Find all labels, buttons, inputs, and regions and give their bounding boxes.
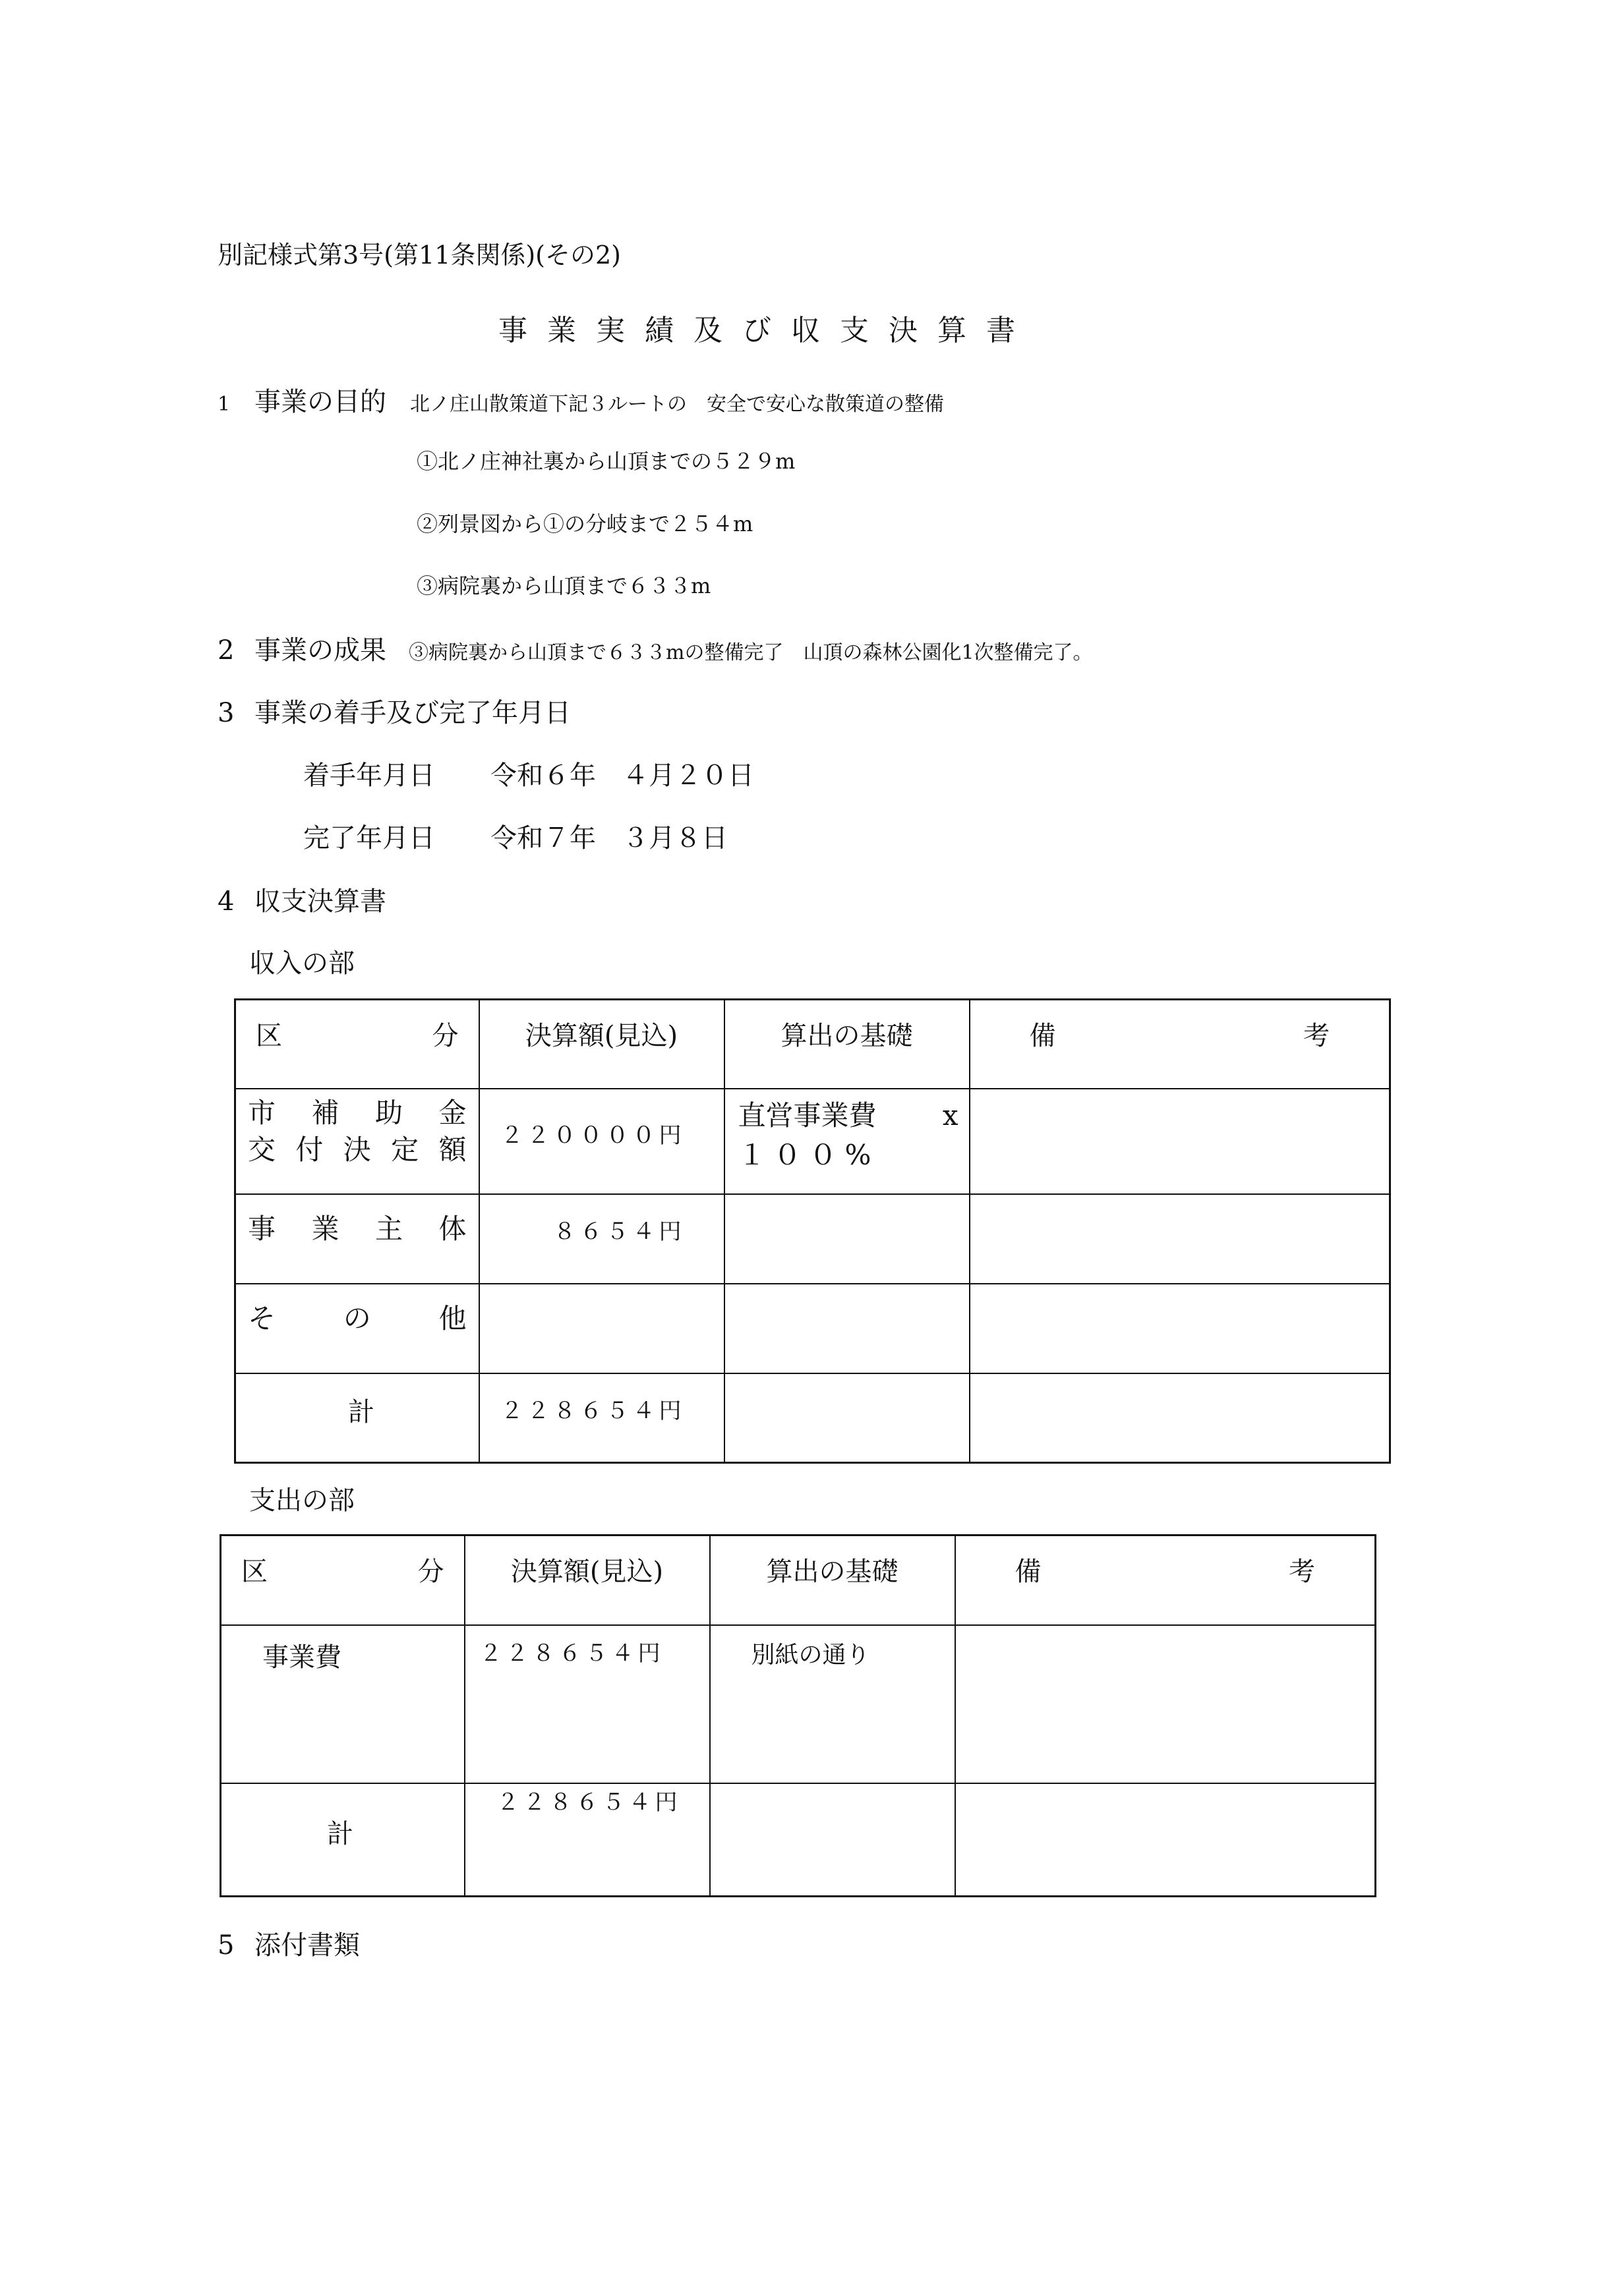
section-1 [218,381,944,418]
remarks-cell [970,1373,1390,1463]
document-title: 事業実績及び収支決算書 [498,314,1035,347]
basis-cell: 直営事業費 x １００% [724,1089,970,1194]
route-item: ③病院裏から山頂まで６３３m [417,573,711,598]
section-3 [218,692,571,730]
category-line: 市 補 助 金 [248,1096,467,1129]
category-cell: 計 [235,1373,479,1463]
amount-cell: ２２８６５４円 [465,1783,710,1897]
header-category: 区 分 [235,1000,479,1089]
table-row [235,1089,1390,1194]
amount-cell: ２２８６５４円 [479,1373,724,1463]
header-category: 区 分 [221,1535,465,1625]
amount-cell: ２２８６５４円 [465,1625,710,1783]
section-1-label: 事業の目的 [254,387,386,417]
expense-table [220,1534,1376,1897]
section-1-number: 1 [218,393,231,416]
header-basis: 算出の基礎 [724,1000,970,1089]
section-2 [218,629,1093,667]
category-cell: 事 業 主 体 [235,1194,479,1284]
basis-cell [724,1373,970,1463]
header-remarks: 備 考 [955,1535,1376,1625]
income-heading: 収入の部 [249,948,355,979]
section-5 [218,1924,360,1962]
section-4-number: 4 [218,886,235,917]
end-date-value: 令和７年 ３月８日 [490,823,728,853]
header-amount: 決算額(見込) [479,1000,724,1089]
section-1-purpose: 北ノ庄山散策道下記３ルートの 安全で安心な散策道の整備 [410,393,944,416]
section-3-label: 事業の着手及び完了年月日 [254,698,571,728]
header-amount: 決算額(見込) [465,1535,710,1625]
remarks-cell [970,1194,1390,1284]
table-row [235,1194,1390,1284]
category-line: 交 付 決 定 額 [248,1133,467,1166]
basis-cell: 別紙の通り [710,1625,955,1783]
expense-header-row [221,1535,1376,1625]
remarks-cell [955,1783,1376,1897]
expense-heading: 支出の部 [249,1485,355,1516]
category-cell: 計 [221,1783,465,1897]
amount-cell: ８６５４円 [479,1194,724,1284]
table-row [235,1284,1390,1373]
start-date-label: 着手年月日 [303,761,435,791]
table-row [221,1625,1376,1783]
section-2-result: ③病院裏から山頂まで６３３mの整備完了 山頂の森林公園化1次整備完了。 [409,641,1093,664]
header-remarks: 備 考 [970,1000,1390,1089]
section-2-label: 事業の成果 [254,635,386,666]
remarks-cell [970,1089,1390,1194]
form-identifier: 別記様式第3号(第11条関係)(その2) [218,241,622,270]
start-date-value: 令和６年 ４月２０日 [490,761,754,791]
end-date-label: 完了年月日 [303,823,435,853]
section-2-number: 2 [218,635,235,666]
section-4 [218,880,386,918]
section-3-number: 3 [218,698,235,728]
table-row [221,1783,1376,1897]
remarks-cell [970,1284,1390,1373]
end-date-row [303,817,728,855]
category-cell: そ の 他 [235,1284,479,1373]
basis-cell [710,1783,955,1897]
income-header-row [235,1000,1390,1089]
route-item: ②列景図から①の分岐まで２５４m [417,511,753,536]
category-cell [235,1089,479,1194]
start-date-row [303,755,754,792]
basis-cell [724,1194,970,1284]
amount-cell: ２２００００円 [479,1089,724,1194]
section-4-label: 収支決算書 [254,886,386,917]
header-basis: 算出の基礎 [710,1535,955,1625]
section-5-label: 添付書類 [254,1930,360,1961]
route-item: ①北ノ庄神社裏から山頂までの５２９m [417,449,796,474]
category-cell: 事業費 [221,1625,465,1783]
income-table [234,998,1391,1464]
section-5-number: 5 [218,1930,235,1961]
table-row [235,1373,1390,1463]
basis-cell [724,1284,970,1373]
amount-cell [479,1284,724,1373]
remarks-cell [955,1625,1376,1783]
